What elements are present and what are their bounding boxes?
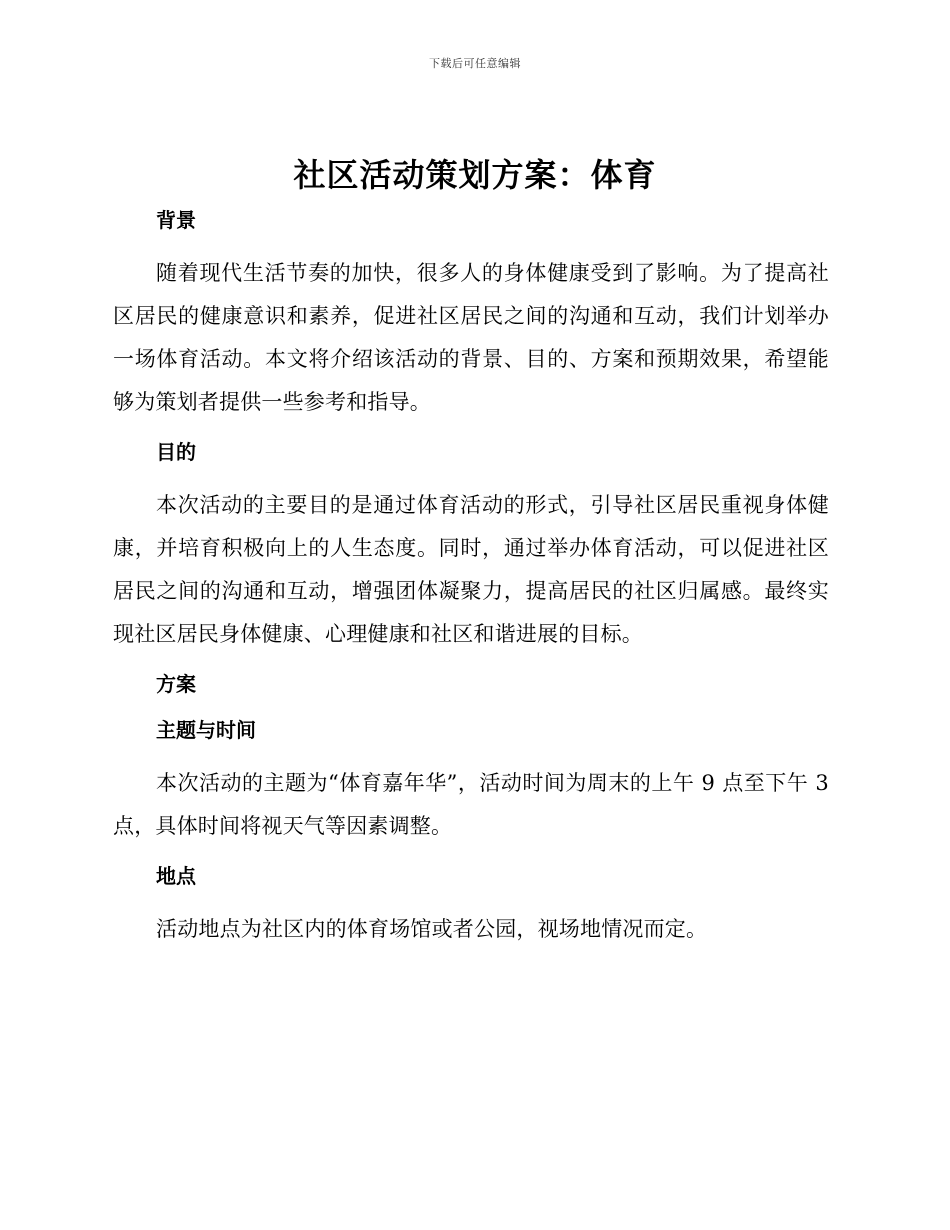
section-paragraph-theme-time: 本次活动的主题为“体育嘉年华”，活动时间为周末的上午 9 点至下午 3 点，具体时间将视天气等因素调整。 [113, 771, 829, 838]
header-note: 下载后可任意编辑 [429, 57, 521, 70]
section-heading-location: 地点 [156, 864, 196, 888]
section-heading-purpose: 目的 [156, 440, 196, 464]
document-body [113, 198, 829, 965]
document-title: 社区活动策划方案：体育 [293, 156, 657, 194]
section-paragraph-purpose: 本次活动的主要目的是通过体育活动的形式，引导社区居民重视身体健康，并培育积极向上的人生态度。同时，通过举办体育活动，可以促进社区居民之间的沟通和互动，增强团体凝聚力，提高居民的社区归属感。最终实现社区居民身体健康、心理健康和社区和谐进展的目标。 [113, 493, 829, 646]
section-paragraph-background: 随着现代生活节奏的加快，很多人的身体健康受到了影响。为了提高社区居民的健康意识和素养，促进社区居民之间的沟通和互动，我们计划举办一场体育活动。本文将介绍该活动的背景、目的、方案和预期效果，希望能够为策划者提供一些参考和指导。 [113, 261, 829, 414]
section-heading-background: 背景 [156, 208, 196, 232]
section-heading-theme-time: 主题与时间 [156, 718, 256, 742]
section-heading-plan: 方案 [156, 672, 196, 696]
section-paragraph-location: 活动地点为社区内的体育场馆或者公园，视场地情况而定。 [156, 917, 708, 941]
